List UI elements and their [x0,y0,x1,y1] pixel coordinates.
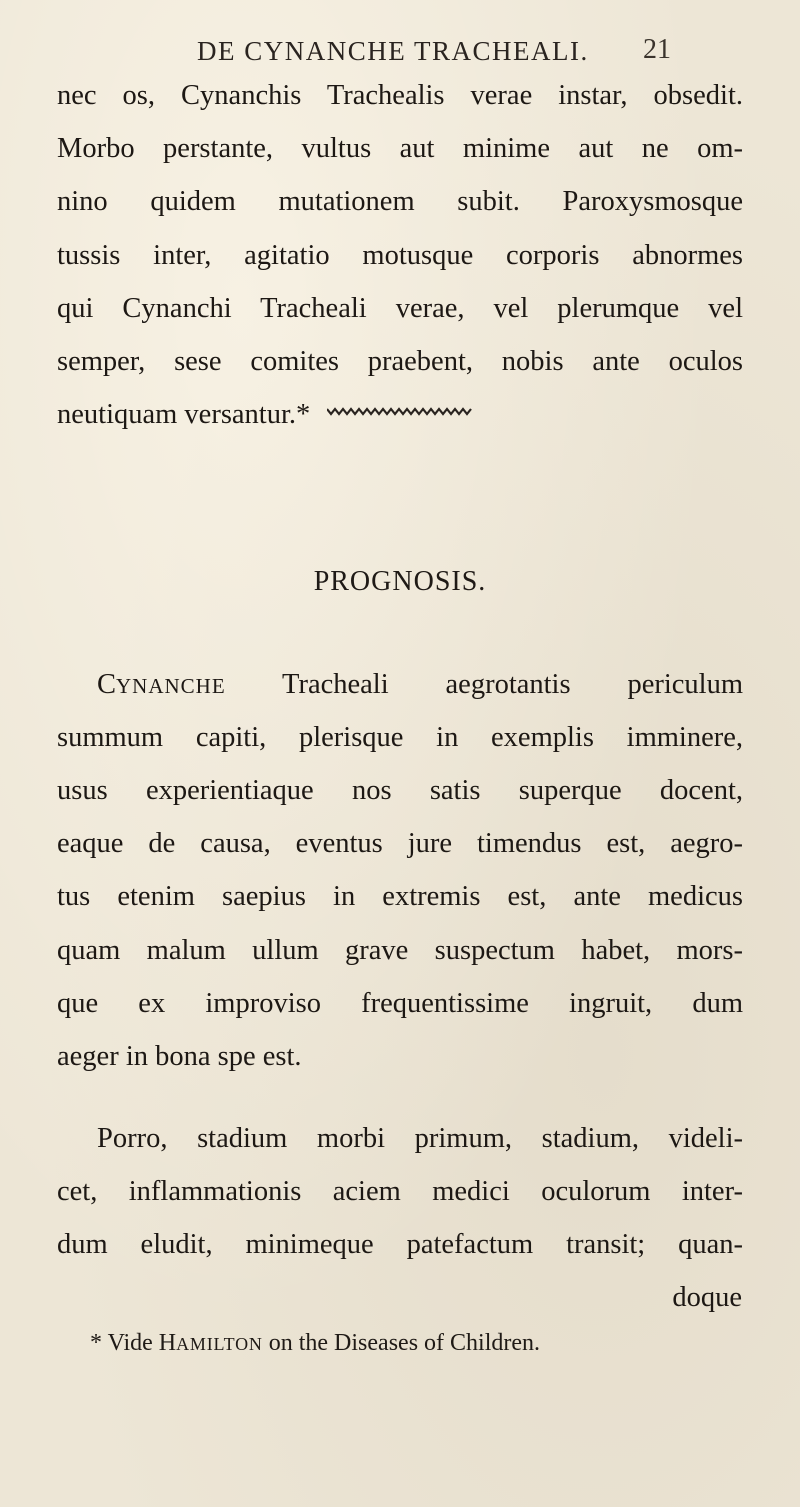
text-line: Morbo perstante, vultus aut minime aut ne om- [57,133,743,164]
footnote [90,1330,540,1357]
text-line [97,668,743,703]
footnote-name-rest: AMILTON [176,1334,263,1354]
text-line: quam malum ullum grave suspectum habet, mors- [57,935,743,966]
text-line: semper, sese comites praebent, nobis ante oculos [57,346,743,377]
text-line: dum eludit, minimeque patefactum transit; quan- [57,1229,743,1260]
drop-word-initial: C [97,669,117,700]
text-line: nino quidem mutationem subit. Paroxysmosque [57,186,743,217]
text-line: tussis inter, agitatio motusque corporis abnormes [57,240,743,271]
drop-word-rest: YNANCHE [116,674,226,698]
footnote-text-after: on the Diseases of Children. [262,1330,541,1356]
footnote-name-initial: H [158,1330,177,1356]
text-line: cet, inflammationis aciem medici oculorum inter- [57,1176,743,1207]
running-head: DE CYNANCHE TRACHEALI. [197,36,589,66]
text-line: tus etenim saepius in extremis est, ante medicus [57,881,743,912]
footnote-text-before: Vide [102,1330,159,1356]
text-line: neutiquam versantur.* [57,399,311,430]
catchword: doque [672,1282,742,1313]
text-line: eaque de causa, eventus jure timendus est, aegro- [57,828,743,859]
text-line: summum capiti, plerisque in exemplis imminere, [57,722,743,753]
page-number: 21 [643,34,671,65]
decorative-rule-ornament [327,406,473,416]
first-line-rest: Tracheali aegrotantis periculum [225,669,743,700]
section-heading: PROGNOSIS. [313,566,487,597]
text-line: que ex improviso frequentissime ingruit, dum [57,988,743,1019]
text-line: qui Cynanchi Tracheali verae, vel plerumque vel [57,293,743,324]
text-line: usus experientiaque nos satis superque docent, [57,775,743,806]
text-line: nec os, Cynanchis Trachealis verae instar, obsedit. [57,80,743,111]
footnote-marker: * [90,1330,102,1356]
text-line: Porro, stadium morbi primum, stadium, videli- [97,1123,743,1154]
text-line: aeger in bona spe est. [57,1041,302,1072]
